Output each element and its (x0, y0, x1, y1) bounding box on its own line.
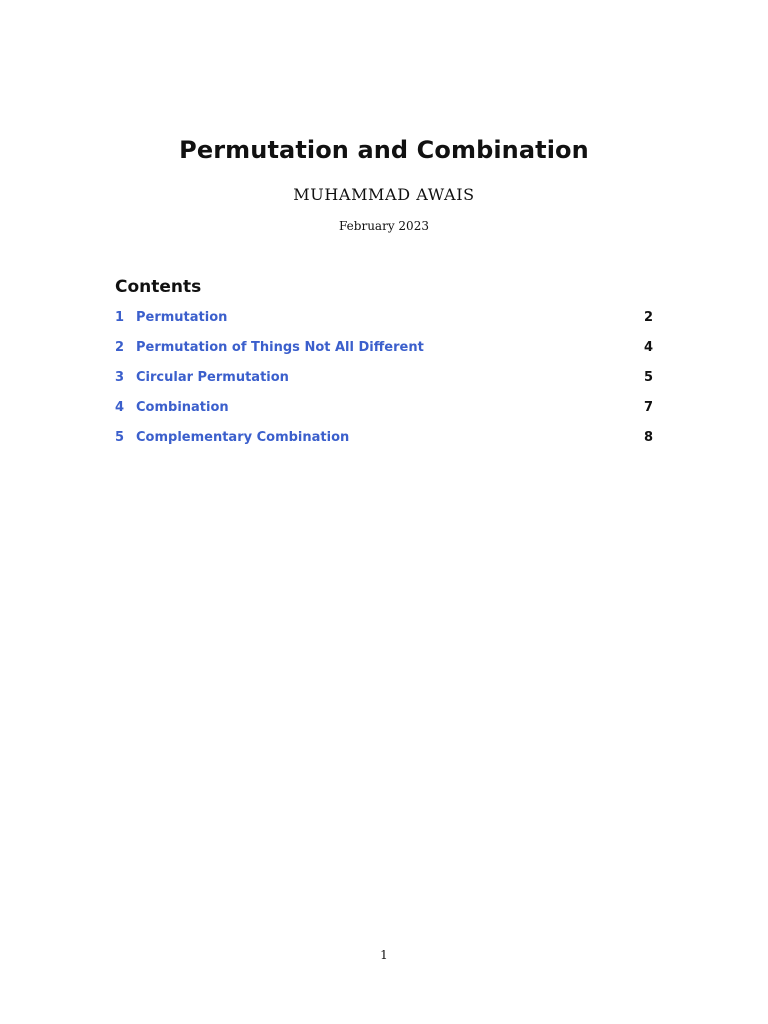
document-author: MUHAMMAD AWAIS (293, 185, 475, 204)
toc-entry-link[interactable]: Permutation (136, 310, 228, 325)
toc-entry-link[interactable]: Combination (136, 400, 229, 415)
toc-entry-number[interactable]: 5 (115, 430, 125, 445)
toc-entry-page: 7 (643, 400, 653, 415)
toc-entry-page: 5 (643, 370, 653, 385)
page-number: 1 (380, 948, 388, 962)
toc-entry-number[interactable]: 2 (115, 340, 125, 355)
toc-entry-link[interactable]: Permutation of Things Not All Different (136, 340, 424, 355)
toc-entry-link[interactable]: Complementary Combination (136, 430, 350, 445)
toc-entry-link[interactable]: Circular Permutation (136, 370, 289, 385)
toc-entry-number[interactable]: 3 (115, 370, 125, 385)
toc-entry-permutation[interactable] (115, 310, 653, 340)
toc-entry-circular-permutation[interactable] (115, 370, 653, 400)
document-date: February 2023 (339, 219, 429, 233)
toc-entry-permutation-not-all-different[interactable] (115, 340, 653, 370)
contents-heading: Contents (115, 277, 202, 297)
document-title: Permutation and Combination (179, 136, 589, 164)
table-of-contents (115, 310, 653, 460)
toc-entry-combination[interactable] (115, 400, 653, 430)
toc-entry-number[interactable]: 1 (115, 310, 125, 325)
toc-entry-page: 4 (643, 340, 653, 355)
toc-entry-complementary-combination[interactable] (115, 430, 653, 460)
toc-entry-page: 2 (643, 310, 653, 325)
toc-entry-number[interactable]: 4 (115, 400, 125, 415)
toc-entry-page: 8 (643, 430, 653, 445)
